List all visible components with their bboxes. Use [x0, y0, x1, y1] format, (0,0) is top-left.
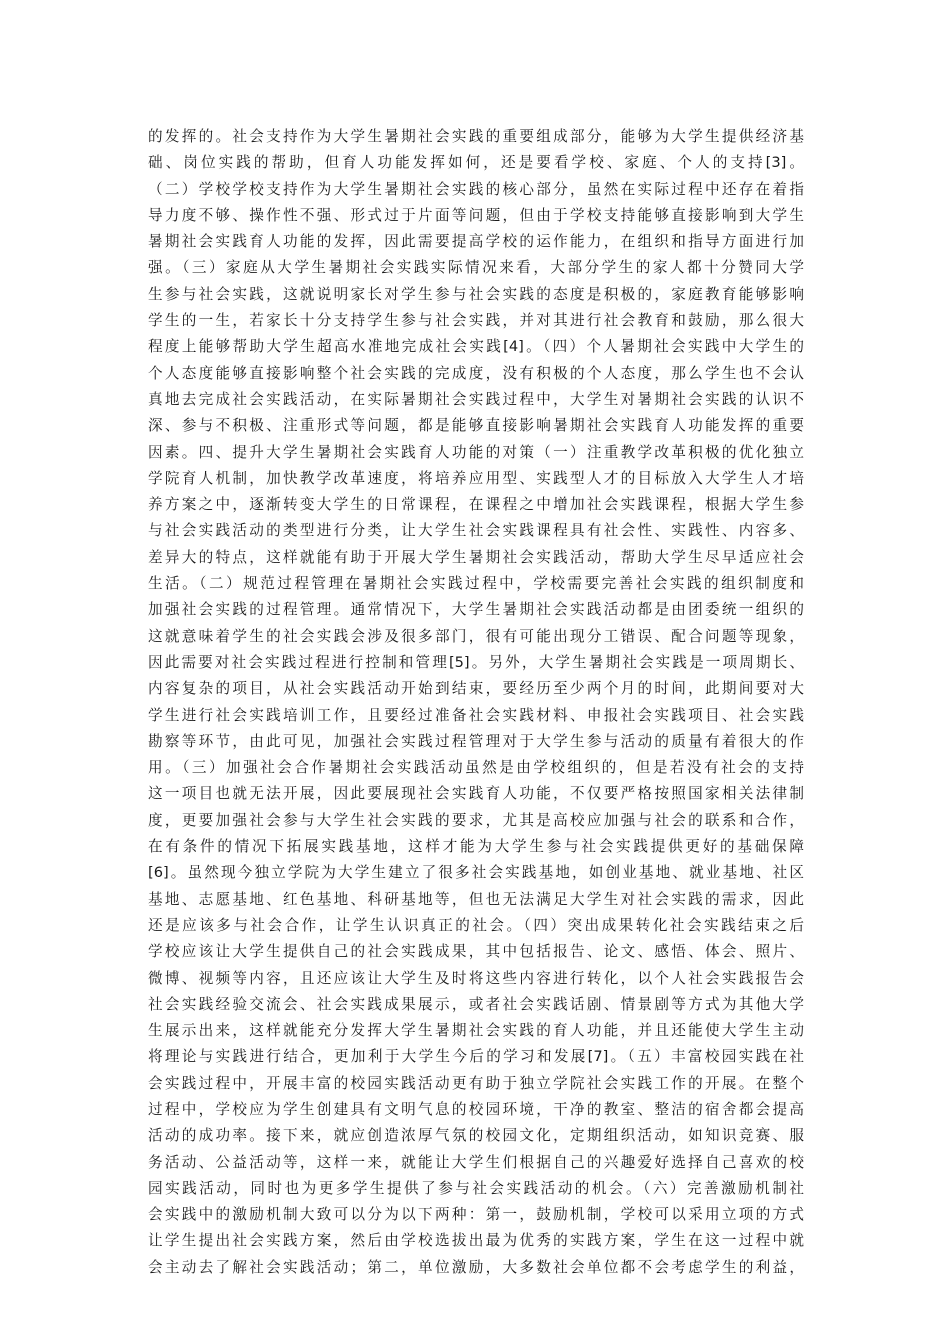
text-line: 与社会实践活动的类型进行分类，让大学生社会实践课程具有社会性、实践性、内容多、: [148, 522, 804, 540]
text-line: 用。（三）加强社会合作暑期社会实践活动虽然是由学校组织的，但是若没有社会的支持: [148, 759, 804, 777]
text-line: 因此需要对社会实践过程进行控制和管理[5]。另外，大学生暑期社会实践是一项周期长、: [148, 653, 804, 671]
text-line: 学校应该让大学生提供自己的社会实践成果，其中包括报告、论文、感悟、体会、照片、: [148, 943, 804, 961]
text-line: 生参与社会实践，这就说明家长对学生参与社会实践的态度是积极的，家庭教育能够影响: [148, 285, 804, 303]
text-line: 这就意味着学生的社会实践会涉及很多部门，很有可能出现分工错误、配合问题等现象，: [148, 627, 804, 645]
text-line: 程度上能够帮助大学生超高水准地完成社会实践[4]。（四）个人暑期社会实践中大学生的: [148, 338, 804, 356]
text-line: 学院育人机制，加快教学改革速度，将培养应用型、实践型人才的目标放入大学生人才培: [148, 469, 804, 487]
text-line: 差异大的特点，这样就能有助于开展大学生暑期社会实践活动，帮助大学生尽早适应社会: [148, 548, 804, 566]
text-line: 学生的一生，若家长十分支持学生参与社会实践，并对其进行社会教育和鼓励，那么很大: [148, 312, 804, 330]
text-line: 在有条件的情况下拓展实践基地，这样才能为大学生参与社会实践提供更好的基础保障: [148, 838, 804, 856]
text-line: 社会实践经验交流会、社会实践成果展示，或者社会实践话剧、情景剧等方式为其他大学: [148, 995, 804, 1013]
text-line: 会主动去了解社会实践活动；第二，单位激励，大多数社会单位都不会考虑学生的利益，: [148, 1258, 804, 1276]
text-line: 园实践活动，同时也为更多学生提供了参与社会实践活动的机会。（六）完善激励机制社: [148, 1179, 804, 1197]
text-line: 生活。（二）规范过程管理在暑期社会实践过程中，学校需要完善社会实践的组织制度和: [148, 575, 804, 593]
text-line: 暑期社会实践育人功能的发挥，因此需要提高学校的运作能力，在组织和指导方面进行加: [148, 233, 804, 251]
text-line: 强。（三）家庭从大学生暑期社会实践实际情况来看，大部分学生的家人都十分赞同大学: [148, 259, 804, 277]
text-line: 深、参与不积极、注重形式等问题，都是能够直接影响暑期社会实践育人功能发挥的重要: [148, 417, 804, 435]
text-line: 还是应该多与社会合作，让学生认识真正的社会。（四）突出成果转化社会实践结束之后: [148, 916, 804, 934]
text-line: 个人态度能够直接影响整个社会实践的完成度，没有积极的个人态度，那么学生也不会认: [148, 364, 804, 382]
text-line: 养方案之中，逐渐转变大学生的日常课程，在课程之中增加社会实践课程，根据大学生参: [148, 496, 804, 514]
text-line: 度，更要加强社会参与大学生社会实践的要求，尤其是高校应加强与社会的联系和合作，: [148, 811, 804, 829]
text-line: 的发挥的。社会支持作为大学生暑期社会实践的重要组成部分，能够为大学生提供经济基: [148, 128, 804, 145]
text-line: 基地、志愿基地、红色基地、科研基地等，但也无法满足大学生对社会实践的需求，因此: [148, 890, 804, 908]
text-line: 会实践过程中，开展丰富的校园实践活动更有助于独立学院社会实践工作的开展。在整个: [148, 1074, 804, 1092]
text-line: 真地去完成社会实践活动，在实际暑期社会实践过程中，大学生对暑期社会实践的认识不: [148, 390, 804, 408]
text-line: 务活动、公益活动等，这样一来，就能让大学生们根据自己的兴趣爱好选择自己喜欢的校: [148, 1153, 804, 1171]
text-line: 导力度不够、操作性不强、形式过于片面等问题，但由于学校支持能够直接影响到大学生: [148, 206, 804, 224]
text-line: 过程中，学校应为学生创建具有文明气息的校园环境，干净的教室、整洁的宿舍都会提高: [148, 1100, 804, 1118]
text-line: 因素。四、提升大学生暑期社会实践育人功能的对策（一）注重教学改革积极的优化独立: [148, 443, 804, 461]
text-line: 活动的成功率。接下来，就应创造浓厚气氛的校园文化，定期组织活动，如知识竞赛、服: [148, 1127, 804, 1145]
text-line: 会实践中的激励机制大致可以分为以下两种：第一，鼓励机制，学校可以采用立项的方式: [148, 1206, 804, 1224]
text-line: 勘察等环节，由此可见，加强社会实践过程管理对于大学生参与活动的质量有着很大的作: [148, 732, 804, 750]
text-line: 内容复杂的项目，从社会实践活动开始到结束，要经历至少两个月的时间，此期间要对大: [148, 680, 804, 698]
text-line: （二）学校学校支持作为大学生暑期社会实践的核心部分，虽然在实际过程中还存在着指: [148, 180, 804, 198]
text-line: 微博、视频等内容，且还应该让大学生及时将这些内容进行转化，以个人社会实践报告会: [148, 969, 804, 987]
text-line: 让学生提出社会实践方案，然后由学校选拔出最为优秀的实践方案，学生在这一过程中就: [148, 1232, 804, 1250]
text-line: 础、岗位实践的帮助，但育人功能发挥如何，还是要看学校、家庭、个人的支持[3]。: [148, 154, 804, 172]
text-line: 加强社会实践的过程管理。通常情况下，大学生暑期社会实践活动都是由团委统一组织的: [148, 601, 804, 619]
text-line: 这一项目也就无法开展，因此要展现社会实践育人功能，不仅要严格按照国家相关法律制: [148, 785, 804, 803]
text-line: 将理论与实践进行结合，更加利于大学生今后的学习和发展[7]。（五）丰富校园实践在社: [148, 1048, 804, 1066]
text-line: 生展示出来，这样就能充分发挥大学生暑期社会实践的育人功能，并且还能使大学生主动: [148, 1022, 804, 1040]
text-line: 学生进行社会实践培训工作，且要经过准备社会实践材料、申报社会实践项目、社会实践: [148, 706, 804, 724]
text-line: [6]。虽然现今独立学院为大学生建立了很多社会实践基地，如创业基地、就业基地、社区: [148, 864, 804, 882]
document-body: [148, 124, 804, 1281]
